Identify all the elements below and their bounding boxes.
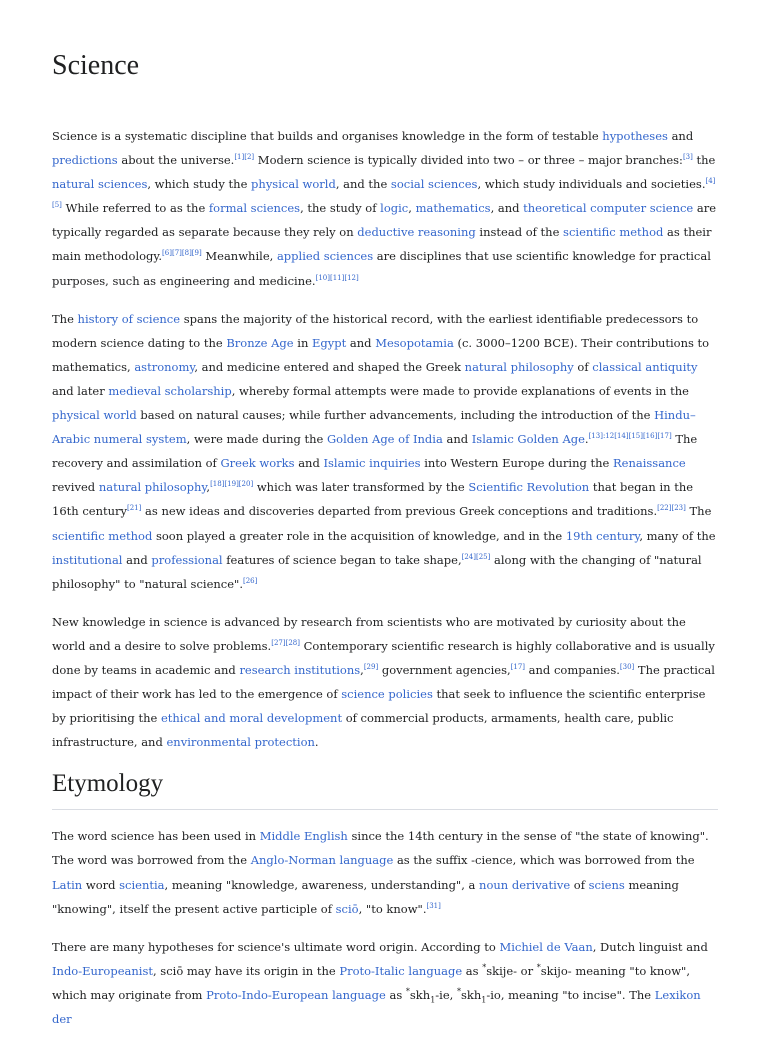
link-mathematics[interactable]: mathematics [415, 201, 491, 216]
link-scientific-method[interactable]: scientific method [52, 528, 153, 543]
link-renaissance[interactable]: Renaissance [612, 456, 686, 471]
reference [316, 274, 359, 282]
text-run: and companies. [525, 662, 620, 677]
text-run: which was later transformed by the [253, 480, 469, 495]
link-mesopotamia[interactable]: Mesopotamia [375, 335, 454, 350]
link-latin[interactable]: Latin [52, 877, 83, 892]
paragraph [52, 935, 718, 1031]
reference [427, 902, 441, 910]
text-run: as new ideas and discoveries departed from previous Greek conceptions and traditions. [141, 504, 658, 519]
text-run: based on natural causes; while further advancements, including the introduction of the [136, 408, 655, 423]
section-heading-etymology: Etymology [52, 768, 718, 810]
text-run: , the study of [300, 201, 381, 216]
text-run: , sciō may have its origin in the [152, 963, 340, 978]
link-scientia[interactable]: scientia [119, 877, 165, 892]
text-run: and [122, 552, 152, 567]
text-run: , which study the [147, 177, 252, 192]
citation-link[interactable]: [17] [510, 663, 526, 672]
link-proto-italic-language[interactable]: Proto-Italic language [339, 963, 463, 978]
text-run: -ie, [435, 987, 457, 1002]
link-physical-world[interactable]: physical world [52, 408, 137, 423]
text-run: skijo- meaning "to know", which may originate from [52, 963, 690, 1002]
link-medieval-scholarship[interactable]: medieval scholarship [108, 383, 232, 398]
text-run: New knowledge in science is advanced by research from scientists who are motivated by curiosity about the world and a desire to solve problems. [52, 614, 686, 653]
text-run: Science is a systematic discipline that builds and organises knowledge in the form of testable [52, 129, 603, 143]
link-history-of-science[interactable]: history of science [77, 311, 181, 326]
text-run: , whereby formal attempts were made to provide explanations of events in the [231, 383, 689, 398]
text-run: as [462, 963, 483, 978]
link-science-policies[interactable]: science policies [341, 687, 433, 702]
text-run: Meanwhile, [201, 249, 277, 264]
text-run: the [692, 153, 716, 168]
text-run: skh [460, 987, 482, 1002]
link-natural-sciences[interactable]: natural sciences [52, 177, 148, 192]
link-research-institutions[interactable]: research institutions [239, 662, 361, 677]
link-sciens[interactable]: sciens [588, 877, 625, 892]
article-body [52, 124, 718, 1045]
reference [234, 153, 254, 161]
reference [210, 480, 253, 488]
citation-link[interactable]: [1][2] [234, 153, 255, 162]
citation-link[interactable]: [3] [682, 153, 693, 162]
text-run: , Dutch linguist and [592, 939, 708, 954]
text-run: and [294, 456, 324, 471]
text-run: , many of the [639, 528, 716, 543]
reference [620, 663, 634, 671]
text-run: government agencies, [378, 662, 511, 677]
paragraph [52, 824, 718, 920]
citation-link[interactable]: [18][19][20] [210, 480, 254, 489]
citation-link[interactable]: [22][23] [657, 504, 686, 513]
reconstruction-asterisk: * [536, 962, 541, 972]
link-egypt[interactable]: Egypt [312, 335, 347, 350]
link-ethical-and-moral-development[interactable]: ethical and moral development [160, 711, 343, 726]
text-run: , "to know". [358, 901, 427, 916]
reference [364, 663, 378, 671]
link-logic[interactable]: logic [380, 201, 409, 216]
text-run: instead of the [475, 225, 564, 240]
text-run: , and medicine entered and shaped the Greek [194, 359, 465, 374]
text-run: -io, meaning "to incise". The [486, 987, 655, 1002]
link-hypotheses[interactable]: hypotheses [602, 129, 668, 143]
text-run: in [293, 335, 313, 350]
subscript: 1 [430, 995, 436, 1005]
link-golden-age-of-india[interactable]: Golden Age of India [327, 432, 443, 447]
text-run: , meaning "knowledge, awareness, understanding", a [164, 877, 480, 892]
text-run: word [82, 877, 120, 892]
link-astronomy[interactable]: astronomy [134, 359, 195, 374]
text-run: , and the [335, 177, 391, 192]
link-predictions[interactable]: predictions [52, 153, 118, 168]
link-islamic-inquiries[interactable]: Islamic inquiries [323, 456, 421, 471]
link-classical-antiquity[interactable]: classical antiquity [592, 359, 698, 374]
text-run: as their main methodology. [52, 225, 712, 264]
paragraph [52, 610, 718, 755]
reference [657, 505, 686, 513]
text-run: Modern science is typically divided into two – or three – major branches: [254, 153, 683, 168]
text-run: Contemporary scientific research is highly collaborative and is usually done by teams in academic and [52, 638, 715, 677]
link-anglo-norman-language[interactable]: Anglo-Norman language [250, 853, 394, 868]
link-formal-sciences[interactable]: formal sciences [208, 201, 301, 216]
reconstruction-asterisk: * [456, 987, 461, 997]
text-run: The [685, 504, 712, 519]
text-run: about the universe. [117, 153, 235, 168]
text-run: and later [52, 383, 109, 398]
citation-link[interactable]: [13]:12[14][15][16][17] [588, 432, 672, 441]
link-institutional[interactable]: institutional [52, 552, 123, 567]
reference [462, 553, 491, 561]
text-run: There are many hypotheses for science's ultimate word origin. According to [52, 939, 500, 954]
link-deductive-reasoning[interactable]: deductive reasoning [357, 225, 476, 240]
text-run: . [584, 432, 589, 447]
text-run: of commercial products, armaments, health care, public infrastructure, and [52, 711, 674, 750]
text-run: The recovery and assimilation of [52, 432, 698, 471]
text-run: While referred to as the [61, 201, 209, 216]
text-run: features of science began to take shape, [222, 552, 462, 567]
reference [162, 250, 202, 258]
text-run: and [442, 432, 472, 447]
paragraph [52, 307, 718, 596]
text-run: , and [490, 201, 524, 216]
text-run: along with the changing of "natural philosophy" to "natural science". [52, 552, 702, 591]
link-scientific-revolution[interactable]: Scientific Revolution [468, 480, 590, 495]
citation-link[interactable]: [29] [363, 663, 379, 672]
link-theoretical-computer-science[interactable]: theoretical computer science [523, 201, 694, 216]
citation-link[interactable]: [26] [242, 576, 258, 585]
text-run: spans the majority of the historical record, with the earliest identifiable predecessors to modern science dating to the [52, 311, 699, 350]
text-run: , [360, 662, 364, 677]
page-title: Science [52, 50, 140, 81]
link-michiel-de-vaan[interactable]: Michiel de Vaan [499, 939, 593, 954]
text-run: (c. 3000–1200 BCE). Their contributions to mathematics, [52, 335, 710, 374]
link-scientific-method[interactable]: scientific method [563, 225, 664, 240]
text-run: are typically regarded as separate because they rely on [52, 201, 717, 240]
link-social-sciences[interactable]: social sciences [390, 177, 478, 192]
link-natural-philosophy[interactable]: natural philosophy [464, 359, 574, 374]
text-run: , [206, 480, 211, 495]
text-run: of [573, 359, 593, 374]
citation-link[interactable]: [21] [127, 504, 142, 513]
text-run: revived [52, 480, 99, 495]
reference [589, 432, 672, 440]
link-islamic-golden-age[interactable]: Islamic Golden Age [471, 432, 585, 447]
text-run: , [408, 201, 416, 216]
text-run: skije- or [486, 963, 537, 978]
text-run: that began in the 16th century [52, 480, 694, 519]
link-sci[interactable]: sciō [335, 901, 359, 916]
citation-link[interactable]: [10][11][12] [315, 273, 359, 282]
text-run: since the 14th century in the sense of "the state of knowing". The word was borrowed from the [52, 829, 709, 868]
link-environmental-protection[interactable]: environmental protection [166, 735, 315, 750]
link-natural-philosophy[interactable]: natural philosophy [98, 480, 207, 495]
link-proto-indo-european-language[interactable]: Proto-Indo-European language [206, 987, 386, 1002]
reference [683, 153, 693, 161]
reference [271, 639, 300, 647]
text-run: are disciplines that use scientific knowledge for practical purposes, such as engineering and medicine. [52, 249, 711, 288]
text-run: soon played a greater role in the acquisition of knowledge, and in the [152, 528, 566, 543]
link-hindu-arabic-numeral-system[interactable]: Hindu–Arabic numeral system [52, 408, 696, 447]
text-run: into Western Europe during the [420, 456, 613, 471]
link-greek-works[interactable]: Greek works [220, 456, 295, 471]
reference [243, 577, 257, 585]
paragraph [52, 124, 718, 293]
citation-link[interactable]: [27][28] [271, 639, 300, 648]
reference [127, 505, 141, 513]
link-middle-english[interactable]: Middle English [259, 829, 348, 844]
reconstruction-asterisk: * [482, 962, 487, 972]
link-indo-europeanist[interactable]: Indo-Europeanist [52, 963, 153, 978]
link-19th-century[interactable]: 19th century [565, 528, 640, 543]
citation-link[interactable]: [30] [619, 663, 635, 672]
text-run: , were made during the [186, 432, 327, 447]
text-run: as [385, 987, 406, 1002]
link-professional[interactable]: professional [151, 552, 223, 567]
citation-link[interactable]: [6][7][8][9] [162, 249, 202, 258]
link-lexikon-der[interactable]: Lexikon der [52, 987, 701, 1026]
text-run: , which study individuals and societies. [477, 177, 706, 192]
text-run: The practical impact of their work has led to the emergence of [52, 662, 715, 702]
text-run: The word science has been used in [52, 829, 260, 844]
text-run: of [570, 877, 589, 892]
link-noun-derivative[interactable]: noun derivative [479, 877, 571, 892]
text-run: and [667, 129, 694, 143]
link-applied-sciences[interactable]: applied sciences [276, 249, 374, 264]
link-bronze-age[interactable]: Bronze Age [226, 335, 294, 350]
text-run: that seek to influence the scientific enterprise by prioritising the [52, 687, 706, 726]
subscript: 1 [481, 995, 487, 1005]
text-run: and [346, 335, 376, 350]
link-physical-world[interactable]: physical world [251, 177, 336, 192]
citation-link[interactable]: [31] [426, 901, 441, 910]
citation-link[interactable]: [4][5] [52, 177, 716, 210]
citation-link[interactable]: [24][25] [461, 552, 491, 561]
text-run: The [52, 311, 78, 326]
reference [511, 663, 525, 671]
text-run: . [314, 735, 319, 750]
text-run: meaning "knowing", itself the present active participle of [52, 877, 679, 916]
text-run: as the suffix -cience, which was borrowed from the [393, 853, 695, 868]
text-run: skh [409, 987, 431, 1002]
reconstruction-asterisk: * [405, 987, 410, 997]
